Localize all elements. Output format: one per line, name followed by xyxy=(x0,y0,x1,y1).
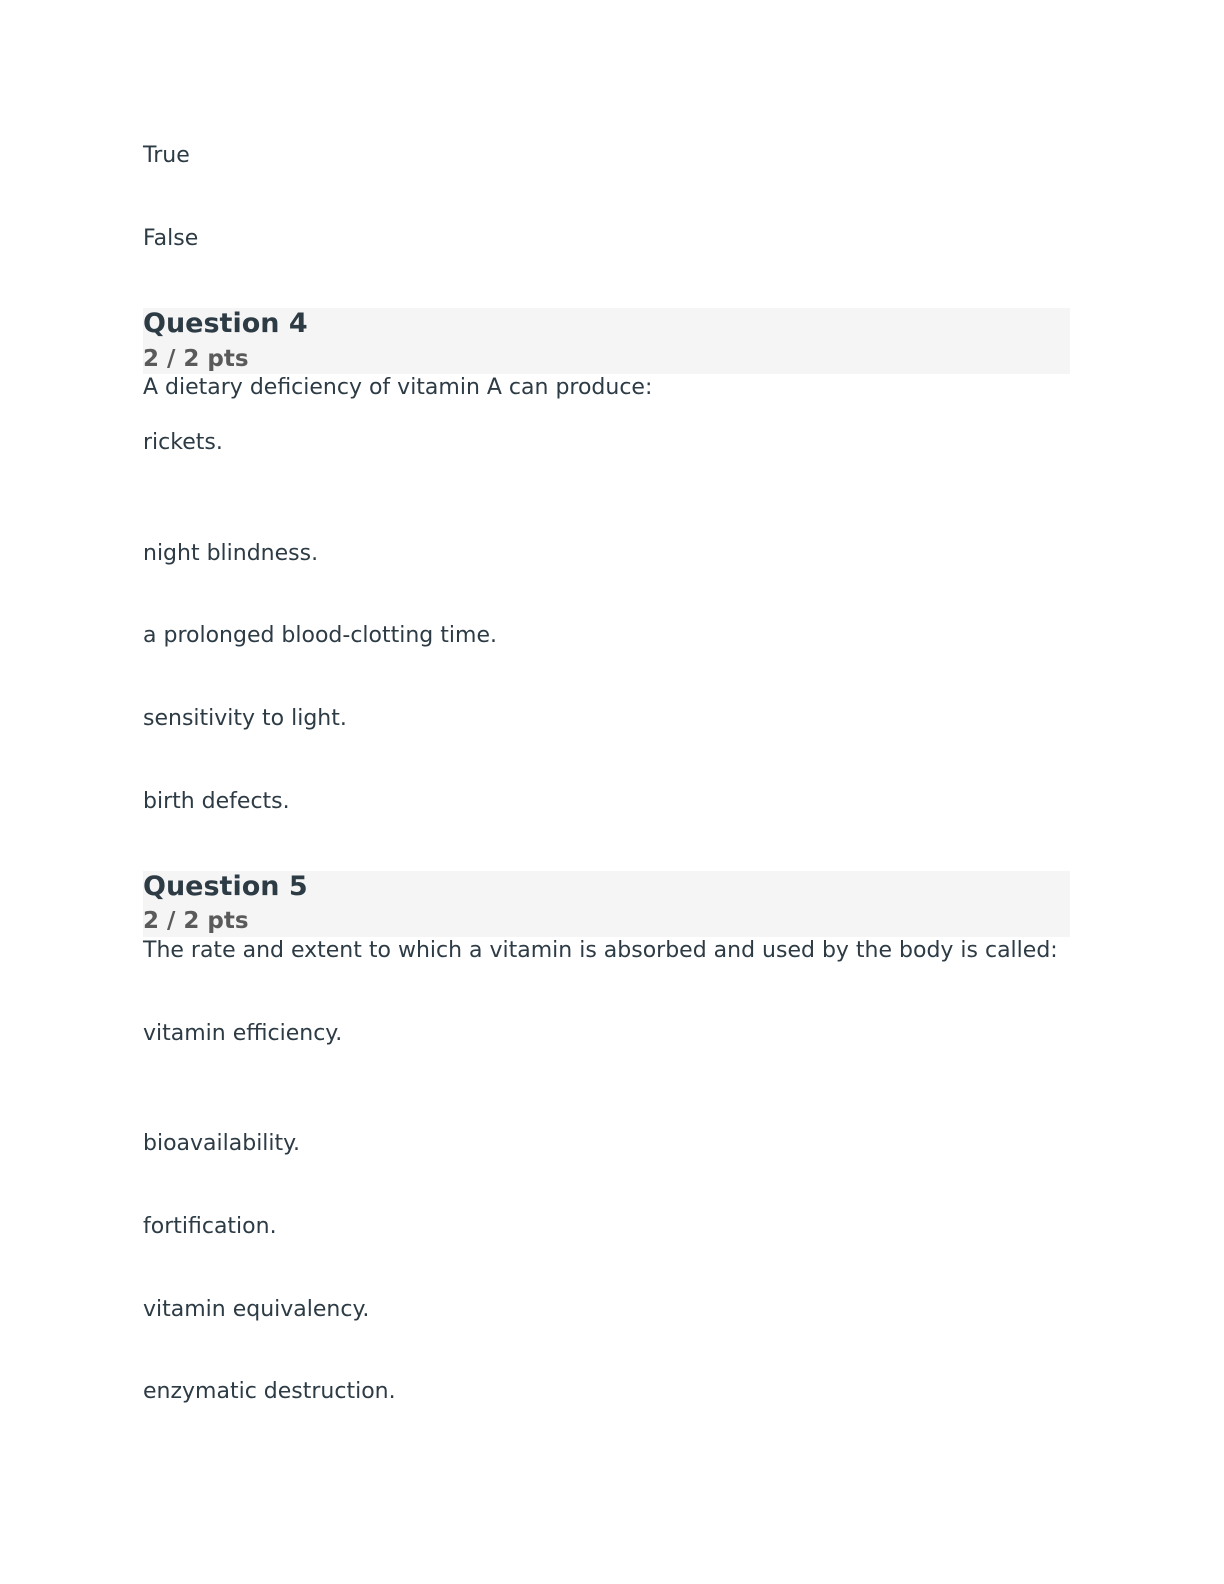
question-text: The rate and extent to which a vitamin is absorbed and used by the body is called: xyxy=(143,938,1058,963)
answer-option[interactable]: vitamin equivalency. xyxy=(143,1297,370,1322)
question-text: A dietary deficiency of vitamin A can produce: xyxy=(143,375,653,400)
question-title: Question 5 xyxy=(143,871,308,902)
answer-option[interactable]: rickets. xyxy=(143,430,223,455)
question-title: Question 4 xyxy=(143,308,308,339)
answer-option[interactable]: a prolonged blood-clotting time. xyxy=(143,623,497,648)
answer-option[interactable]: night blindness. xyxy=(143,541,319,566)
answer-option[interactable]: enzymatic destruction. xyxy=(143,1379,396,1404)
answer-option[interactable]: bioavailability. xyxy=(143,1131,301,1156)
answer-option[interactable]: True xyxy=(143,143,190,168)
answer-option[interactable]: vitamin efficiency. xyxy=(143,1021,343,1046)
question-points: 2 / 2 pts xyxy=(143,346,249,372)
answer-option[interactable]: birth defects. xyxy=(143,789,290,814)
answer-option[interactable]: False xyxy=(143,226,199,251)
answer-option[interactable]: fortification. xyxy=(143,1214,277,1239)
question-points: 2 / 2 pts xyxy=(143,908,249,934)
answer-option[interactable]: sensitivity to light. xyxy=(143,706,347,731)
